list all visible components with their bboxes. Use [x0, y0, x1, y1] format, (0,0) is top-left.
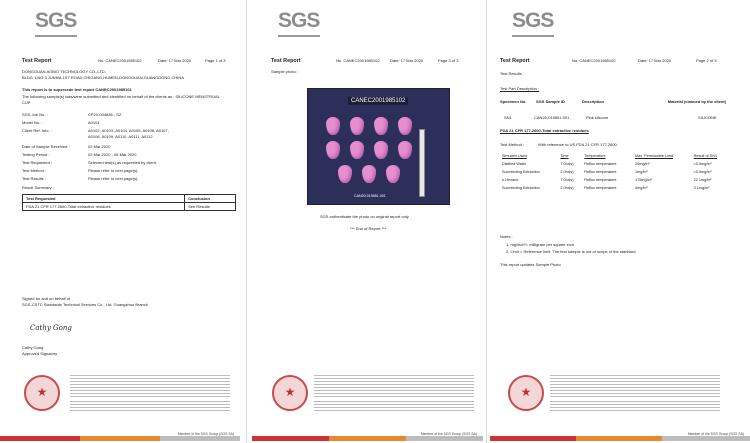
- applicant-name: DONGGUAN AOBIO TECHNOLOGY CO.,LTD.: [22, 69, 106, 74]
- cup-icon: [350, 117, 364, 135]
- authenticate-note: SGS authenticate the photo on original report only: [320, 214, 409, 219]
- test-method-value: With reference to US FDA 21 CFR 177.2600.: [538, 142, 618, 147]
- update-note: This report updates Sample Photo: [500, 262, 561, 267]
- intro-text-2: CUP: [22, 100, 31, 105]
- sgs-logo: SGS: [278, 9, 320, 39]
- cup-icon: [386, 165, 400, 183]
- photo-caption: CAN20-019851.001: [354, 194, 386, 198]
- report-page-2: [490, 0, 750, 443]
- cup-icon: [398, 141, 412, 159]
- footer-strip: [662, 436, 750, 441]
- spec-cell: Pink silicone: [586, 115, 609, 120]
- cup-icon: [398, 117, 412, 135]
- cup-icon: [374, 117, 388, 135]
- signed-company: SGS-CSTC Standards Technical Services Co., Ltd. Guangzhou Branch: [22, 302, 148, 307]
- page-number: Page 3 of 3: [438, 58, 459, 63]
- table-header-row: Simulant Used Time Temperature Max. Permissible Limit Result of SN1: [502, 154, 718, 158]
- report-header: [271, 58, 301, 64]
- member-text: Member of the SGS Group (SGS SA): [687, 432, 744, 436]
- report-date: Date: 17 Mar 2020: [638, 58, 672, 63]
- spec-header: SGS Sample ID: [536, 99, 565, 104]
- table-row: n-Hexane 7.0hr(s) Reflux temperature 175mg/in² 22.1mg/in²: [502, 178, 712, 182]
- spec-header: Material (claimed by the client): [667, 99, 726, 104]
- fine-print: [70, 401, 230, 413]
- spec-header: Specimen No.: [500, 99, 527, 104]
- report-number: No. CANEC2001985102: [336, 58, 380, 63]
- result-summary-table: [22, 194, 236, 211]
- footer-strip: [406, 436, 483, 441]
- spec-cell: CAN20-019851.001: [534, 115, 570, 120]
- seal-stamp-icon: ★: [272, 375, 308, 411]
- fine-print: [70, 375, 230, 397]
- footer-strip: [80, 436, 160, 441]
- cup-icon: [326, 141, 340, 159]
- sample-photo: [307, 88, 450, 205]
- spec-cell: SN1: [504, 115, 512, 120]
- spec-cell: SILICONE: [698, 115, 717, 120]
- report-date: Date: 17 Mar 2020: [158, 58, 192, 63]
- report-footer: [0, 363, 240, 443]
- fine-print: [550, 401, 720, 413]
- part-desc-label: Test Part Description :: [500, 86, 540, 91]
- footer-strip: [0, 436, 80, 441]
- seal-stamp-icon: ★: [508, 375, 544, 411]
- cup-icon: [338, 165, 352, 183]
- end-of-report: *** End of Report ***: [350, 226, 387, 231]
- page-divider: [246, 0, 247, 443]
- page-divider: [486, 0, 487, 443]
- cup-icon: [362, 165, 376, 183]
- results-table: [500, 152, 730, 192]
- spec-header: Description: [582, 99, 605, 104]
- cup-icon: [350, 141, 364, 159]
- signature: Cathy Gong: [30, 324, 72, 332]
- report-title: Test Report: [500, 58, 530, 64]
- footer-strip: [490, 436, 576, 441]
- note-2: 2. Limit = Reference limit. The test sample is out of scope of the standard.: [506, 249, 637, 254]
- test-method-label: Test Method :: [500, 142, 525, 147]
- table-row: Succeeding Extraction 2.0hr(s) Reflux temperature 1mg/in² <0.5mg/in²: [502, 170, 712, 174]
- page-number: Page 1 of 3: [205, 58, 226, 63]
- note-1: 1. mg/inch²= milligram per square inch: [506, 242, 574, 247]
- report-header: [500, 58, 530, 64]
- table-row: FDA 21 CFR 177.2600-Total extractive residues See Results: [23, 203, 236, 211]
- footer-strip: [252, 436, 329, 441]
- member-text: Member of the SGS Group (SGS SA): [177, 432, 234, 436]
- report-number: No. CANEC2001985102: [98, 58, 142, 63]
- signed-for-text: Signed for and on behalf of: [22, 296, 71, 301]
- footer-strip: [329, 436, 406, 441]
- report-title: Test Report: [271, 58, 301, 64]
- fda-title: FDA 21 CFR 177.2600-Total extractive residues: [500, 128, 589, 133]
- report-page-1: SGS Test Report No. CANEC2001985102 Date: 17 Mar 2020 Page 1 of 3 DONGGUAN AOBIO TECHNOLOGY CO.,LTD. BLDG 1,NO.3,JUNMA 1ST ROAD,CHIGANG,HUMEN,DONGGUAN,GUANGDONG,CHINA This report is to supersede test report CANEC2001985101 The following sample(s) was/were submitted and identified on behalf of the clients as : SILICONE MENSTRUAL CUP SGS Job No. : CP20-004836 - SZ Model No. : A0101 Client Ref. Info. : A0102, A0103 ,A0104, A0105, A0106, A0107, A0108, A0109, A0110, A0111, A0112 Date of Sample Received : 02 Mar 2020 Testing Period : 02 Mar 2020 - 06 Mar 2020 Test Requested : Selected test(s) as requested by client. Test Method : Please refer to next page(s). Test Results : Please refer to next page(s). Result Summary : Test Requested Conclusion FDA 21 CFR 177.2600-Total extractive residues See Results Signed for and on behalf of SGS-CSTC Standards Technical Services Co., Ltd. Guangzhou Branch Cathy Gong Cathy Gong Approved Signatory ★ Member of the SGS Group (SGS SA): [0, 0, 240, 443]
- photo-label: CANEC2001985102: [348, 97, 408, 105]
- page-number: Page 2 of 3: [696, 58, 717, 63]
- signer-name: Cathy Gong: [22, 345, 44, 350]
- report-footer: [252, 363, 483, 443]
- signer-role: Approved Signatory: [22, 351, 58, 356]
- table-row: Succeeding Extraction 2.0hr(s) Reflux temperature 4mg/in² 3.1mg/in²: [502, 186, 710, 190]
- report-header: [22, 58, 52, 64]
- intro-text: The following sample(s) was/were submitted and identified on behalf of the clients as : SILICONE MENSTRUAL: [22, 94, 220, 99]
- fine-print: [314, 375, 474, 397]
- table-header: Test Requested: [23, 195, 185, 203]
- cup-icon: [326, 117, 340, 135]
- seal-stamp-icon: ★: [24, 375, 60, 411]
- footer-strip: [160, 436, 240, 441]
- table-header: Conclusion: [185, 195, 236, 203]
- report-title: Test Report: [22, 58, 52, 64]
- sgs-logo: SGS: [512, 9, 554, 39]
- table-row: Distilled Water 7.0hr(s) Reflux temperature 20mg/in² <0.5mg/in²: [502, 162, 712, 166]
- test-results-label: Test Results :: [500, 71, 525, 76]
- fine-print: [314, 401, 474, 413]
- report-page-3: [252, 0, 483, 443]
- sgs-logo: SGS: [35, 9, 77, 39]
- supersede-note: This report is to supersede test report CANEC2001985101: [22, 87, 132, 92]
- member-text: Member of the SGS Group (SGS SA): [420, 432, 477, 436]
- footer-strip: [576, 436, 662, 441]
- result-summary-label: Result Summary :: [22, 185, 54, 190]
- notes-label: Notes :: [500, 234, 513, 239]
- cup-icon: [374, 141, 388, 159]
- sample-photo-label: Sample photo:: [271, 69, 297, 74]
- report-footer: [490, 363, 750, 443]
- report-date: Date: 17 Mar 2020: [390, 58, 424, 63]
- report-number: No. CANEC2001985102: [572, 58, 616, 63]
- applicant-address: BLDG 1,NO.3,JUNMA 1ST ROAD,CHIGANG,HUMEN,DONGGUAN,GUANGDONG,CHINA: [22, 75, 184, 80]
- fine-print: [550, 375, 720, 397]
- ruler-icon: [419, 129, 425, 197]
